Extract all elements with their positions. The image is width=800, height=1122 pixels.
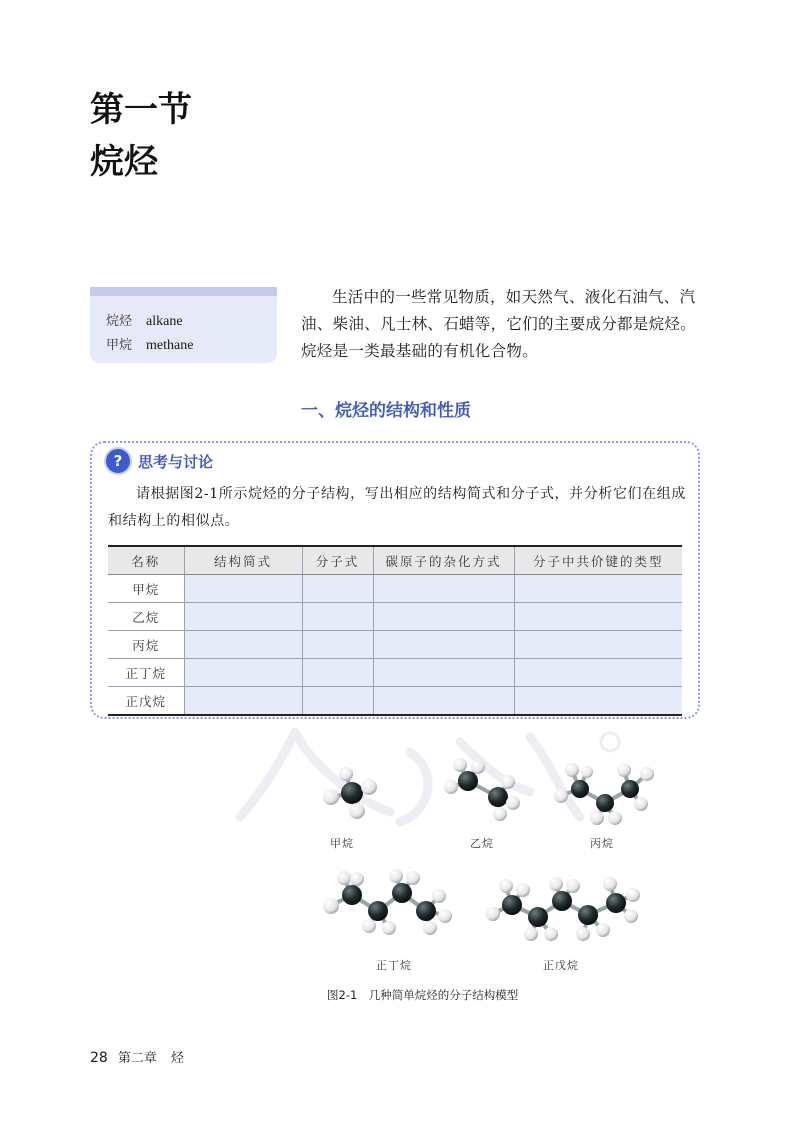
blank-cell [302,631,373,659]
pentane-label: 正戊烷 [543,959,579,972]
blank-cell [373,659,514,687]
section-title [90,84,192,188]
ethane-model [444,758,520,821]
column-header: 分子式 [302,546,373,575]
column-header: 名称 [108,546,184,575]
blank-cell [514,631,682,659]
row-name: 乙烷 [108,603,184,631]
pentane-model [486,877,640,941]
chapter-label: 第二章 [117,1051,157,1066]
methane-model [323,767,377,819]
blank-cell [373,575,514,603]
propane-label: 丙烷 [590,837,614,850]
blank-cell [302,575,373,603]
blank-cell [302,603,373,631]
propane-model [554,763,654,825]
blank-cell [302,659,373,687]
table-row [108,687,682,716]
butane-model [323,869,452,935]
vocabulary-box [90,287,277,363]
row-name: 正丁烷 [108,659,184,687]
alkane-table [108,545,682,716]
blank-cell [373,603,514,631]
butane-label: 正丁烷 [376,959,412,972]
ethane-label: 乙烷 [470,837,494,850]
row-name: 甲烷 [108,575,184,603]
methane-label: 甲烷 [330,837,354,850]
blank-cell [184,659,302,687]
table-header-row [108,546,682,575]
blank-cell [514,687,682,716]
section-number: 第一节 [90,90,192,130]
blank-cell [373,631,514,659]
page-footer [90,1047,184,1066]
table-row [108,659,682,687]
blank-cell [184,603,302,631]
intro-paragraph: 生活中的一些常见物质，如天然气、液化石油气、汽油、柴油、凡士林、石蜡等，它们的主要成分都是烷烃。烷烃是一类最基础的有机化合物。 [301,288,697,360]
chapter-title: 烃 [170,1051,184,1066]
column-header: 分子中共价键的类型 [514,546,682,575]
blank-cell [302,687,373,716]
blank-cell [514,603,682,631]
blank-cell [184,631,302,659]
row-name: 丙烷 [108,631,184,659]
table-row [108,631,682,659]
row-name: 正戊烷 [108,687,184,716]
column-header: 结构简式 [184,546,302,575]
blank-cell [184,575,302,603]
table-row [108,603,682,631]
table-row [108,575,682,603]
subsection-heading: 一、烷烃的结构和性质 [301,401,471,421]
discussion-title: 思考与讨论 [138,452,214,471]
discussion-header [106,449,213,473]
blank-cell [514,575,682,603]
figure-caption: 图2-1 几种简单烷烃的分子结构模型 [327,988,519,1002]
question-chat-icon: ? [106,449,130,473]
blank-cell [184,687,302,716]
page-number: 28 [90,1050,108,1066]
vocab-entry: 甲烷 methane [106,338,194,353]
vocab-entry: 烷烃 alkane [106,314,183,329]
section-topic: 烷烃 [90,142,158,182]
blank-cell [373,687,514,716]
column-header: 碳原子的杂化方式 [373,546,514,575]
blank-cell [514,659,682,687]
discussion-box [90,441,700,719]
discussion-prompt: 请根据图2-1所示烷烃的分子结构，写出相应的结构简式和分子式，并分析它们在组成和结构上的相似点。 [108,486,686,529]
